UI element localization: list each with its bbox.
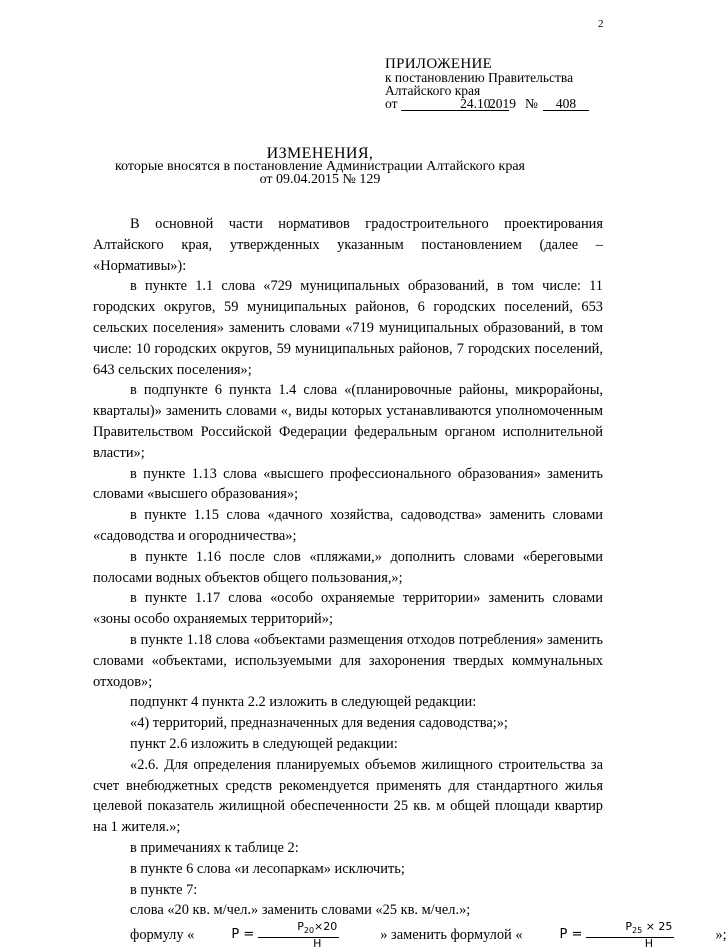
paragraph: «4) территорий, предназначенных для ведения садоводства;»; — [130, 715, 508, 732]
document-heading — [0, 147, 640, 186]
paragraph: пункт 2.6 изложить в следующей редакции: — [130, 735, 398, 752]
appendix-date-line — [385, 97, 615, 111]
paragraph: в примечаниях к таблице 2: — [130, 839, 299, 856]
paragraph: В основной части нормативов градостроительного проектирования Алтайского края, утвержденных указанным постановлением (далее – «Нормативы»): — [93, 216, 603, 274]
page-number: 2 — [598, 18, 604, 30]
formula-middle: » заменить формулой « — [380, 927, 523, 944]
heading-line-2: от 09.04.2015 № 129 — [259, 172, 381, 187]
date-value: 24.10. — [401, 97, 509, 111]
formula-prefix: формулу « — [130, 927, 195, 944]
number-value: 408 — [543, 97, 589, 111]
paragraph: в пункте 1.18 слова «объектами размещения отходов потребления» заменить словами «объектами, используемыми для захоронения твердых коммунальных отходов»; — [93, 631, 603, 690]
appendix-line-2: Алтайского края — [385, 83, 481, 98]
paragraph: в пункте 1.16 после слов «пляжами,» дополнить словами «береговыми полосами водных объектов общего пользования,»; — [93, 548, 603, 586]
heading-title: ИЗМЕНЕНИЯ, — [266, 145, 374, 162]
appendix-block — [385, 58, 615, 111]
paragraph: в пункте 1.1 слова «729 муниципальных образований, в том числе: 11 городских округов, 59 муниципальных районов, 6 городских поселений, 653 сельских поселения» заменить словами «719 муниципальных образований, в том числе: 10 городских округов, 59 муниципальных районов, 7 городских поселений, 643 сельских поселения»; — [93, 278, 603, 378]
paragraph: в пункте 1.13 слова «высшего профессионального образования» заменить словами «высшего образования»; — [93, 465, 603, 503]
paragraph: «2.6. Для определения планируемых объемов жилищного строительства за счет внебюджетных средств рекомендуется применять для стандартного жилья целевой показатель жилищной обеспеченности 25 кв. м общей площади квартир на 1 жителя.»; — [93, 756, 603, 836]
paragraph: в пункте 7: — [130, 881, 198, 898]
old-formula-lhs: P = — [231, 927, 255, 943]
year-value: 2019 — [489, 96, 516, 111]
new-formula-fraction: $\frac{P_{25} \times 25}{H}$ — [586, 921, 674, 950]
appendix-line-1: к постановлению Правительства — [385, 70, 574, 85]
paragraph: в пункте 1.15 слова «дачного хозяйства, садоводства» заменить словами «садоводства и огородничества»; — [93, 507, 603, 544]
heading-line-1: которые вносятся в постановление Администрации Алтайского края — [115, 159, 525, 174]
paragraph: в подпункте 6 пункта 1.4 слова «(планировочные районы, микрорайоны, кварталы)» заменить словами «, виды которых устанавливаются уполномоченным Правительством Российской Федерации федеральным органом исполнительной власти»; — [93, 382, 603, 461]
date-prefix: от — [385, 96, 398, 111]
new-formula-lhs: P = — [559, 927, 583, 943]
paragraph: в пункте 1.17 слова «особо охраняемые территории» заменить словами «зоны особо охраняемых территорий»; — [93, 590, 603, 628]
formula-suffix: »; — [715, 927, 727, 944]
appendix-title: ПРИЛОЖЕНИЕ — [385, 56, 493, 72]
formula-line — [93, 920, 727, 950]
paragraph: слова «20 кв. м/чел.» заменить словами «25 кв. м/чел.»; — [130, 902, 471, 919]
document-body — [93, 214, 727, 950]
paragraph: подпункт 4 пункта 2.2 изложить в следующей редакции: — [130, 694, 477, 711]
paragraph: в пункте 6 слова «и лесопаркам» исключить; — [130, 860, 405, 877]
old-formula-fraction: $\frac{P_{20}\times 20}{H}$ — [258, 921, 339, 950]
number-label: № — [525, 96, 538, 111]
